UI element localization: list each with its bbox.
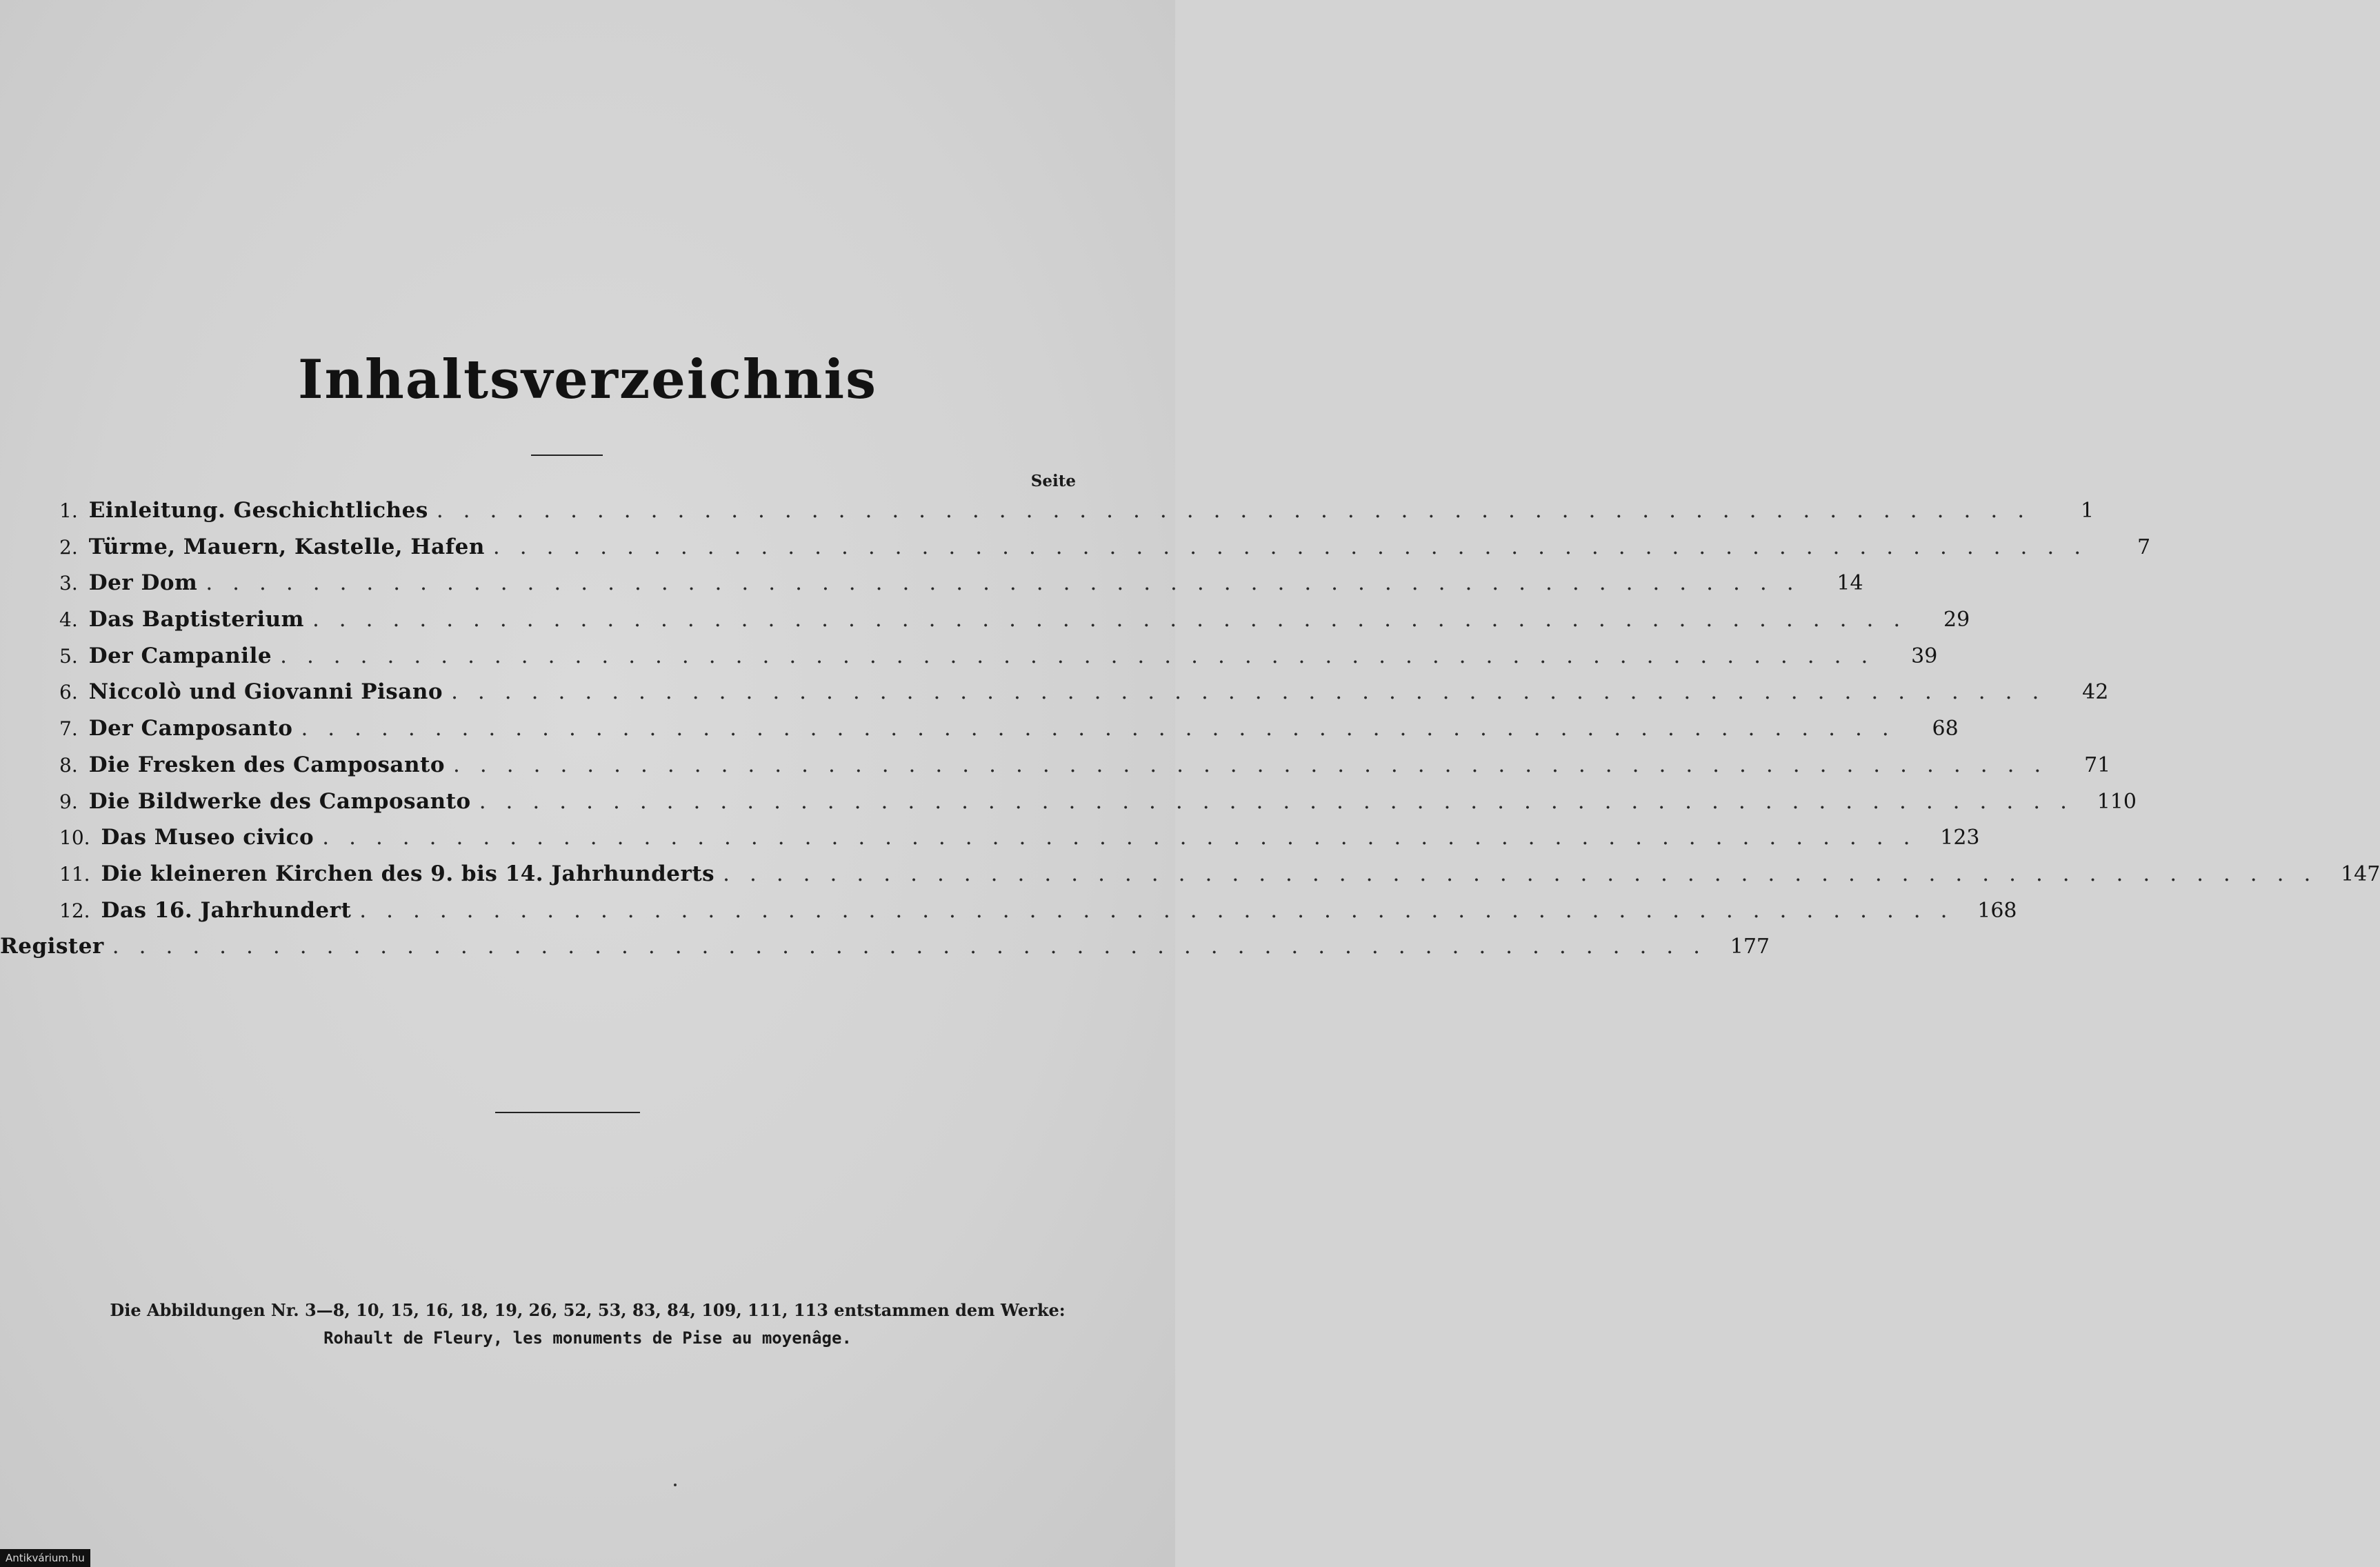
toc-leader-dots: ............................................................: [436, 498, 2045, 523]
toc-leader-dots: ............................................................: [322, 825, 1930, 850]
toc-entry: [59, 498, 2094, 535]
toc-entry-title: Das Museo civico: [101, 825, 314, 850]
paper-speck: [674, 1484, 677, 1486]
toc-entry-register: [0, 934, 1770, 970]
toc-leader-dots: ............................................................: [280, 643, 1888, 668]
toc-entry-number: 1.: [59, 499, 78, 522]
toc-entry-page: 123: [1940, 826, 1980, 850]
page-column-label: Seite: [1030, 472, 1076, 490]
toc-entry-page: 68: [1932, 717, 1959, 741]
watermark: Antikvárium.hu: [0, 1549, 90, 1567]
toc-leader-dots: ............................................................: [479, 788, 2087, 814]
toc-entry: [59, 607, 1970, 643]
toc-entry-title: Das 16. Jahrhundert: [101, 897, 352, 923]
toc-entry-title: Die Bildwerke des Camposanto: [88, 788, 471, 814]
toc-entry-number: 7.: [59, 717, 78, 741]
toc-entry-title: Der Dom: [88, 570, 198, 596]
toc-entry-page: 177: [1730, 935, 1770, 959]
page-title: Inhaltsverzeichnis: [297, 348, 878, 411]
toc-entry-number: 5.: [59, 644, 78, 668]
toc-entry-number: 9.: [59, 790, 78, 813]
toc-entry: [59, 679, 2109, 716]
toc-entry-page: 147: [2341, 861, 2380, 886]
toc-entry: [59, 897, 2017, 935]
toc-entry-title: Einleitung. Geschichtliches: [88, 498, 428, 523]
toc-entry-number: 2.: [59, 535, 78, 559]
toc-entry-number: 12.: [59, 899, 90, 922]
toc-entry-page: 39: [1911, 643, 1938, 668]
toc-entry-page: 29: [1943, 608, 1970, 632]
toc-leader-dots: ............................................................: [312, 607, 1921, 632]
toc-entry-number: 4.: [59, 608, 78, 632]
toc-entry-number: 6.: [59, 681, 78, 704]
toc-entry-page: 168: [1977, 898, 2017, 923]
toc-entry: [59, 788, 2137, 826]
toc-entry: [59, 861, 2380, 898]
table-of-contents: [0, 498, 2380, 970]
toc-entry-number: 8.: [59, 753, 78, 777]
toc-entry-title: Die kleineren Kirchen des 9. bis 14. Jahrhunderts: [101, 861, 715, 886]
illustration-credit-note: [0, 1297, 1175, 1352]
toc-entry-page: 71: [2084, 752, 2111, 777]
toc-entry-number: 11.: [59, 862, 90, 886]
toc-entry: [59, 643, 1938, 680]
toc-entry-page: 7: [2137, 535, 2151, 559]
toc-entry-title: Niccolò und Giovanni Pisano: [88, 679, 443, 705]
toc-entry-title: Die Fresken des Camposanto: [88, 752, 446, 777]
footnote-line: Die Abbildungen Nr. 3—8, 10, 15, 16, 18, 19, 26, 52, 53, 83, 84, 109, 111, 113 entstammen dem Werke:: [110, 1300, 1066, 1320]
toc-entry: [59, 716, 1959, 752]
toc-entry-page: 1: [2080, 499, 2094, 523]
title-divider: [531, 455, 603, 456]
toc-leader-dots: ............................................................: [112, 934, 1721, 959]
toc-leader-dots: ............................................................: [451, 679, 2059, 705]
toc-entry-title: Türme, Mauern, Kastelle, Hafen: [88, 534, 485, 559]
toc-entry-number: 10.: [59, 826, 90, 850]
toc-entry-page: 14: [1837, 571, 1863, 596]
toc-leader-dots: ............................................................: [723, 861, 2331, 886]
footnote-line: Rohault de Fleury, les monuments de Pise au moyenâge.: [323, 1328, 852, 1348]
toc-entry-title: Das Baptisterium: [88, 607, 304, 632]
toc-leader-dots: ............................................................: [492, 534, 2101, 559]
toc-entry: [59, 825, 1980, 861]
toc-entry: [59, 534, 2151, 571]
toc-leader-dots: ............................................................: [453, 752, 2061, 777]
toc-entry-title: Der Camposanto: [88, 716, 293, 741]
toc-entry-title: Register: [0, 934, 104, 959]
toc-entry-page: 42: [2082, 680, 2109, 705]
toc-entry-page: 110: [2097, 789, 2137, 814]
toc-leader-dots: ............................................................: [301, 716, 1909, 741]
toc-leader-dots: ............................................................: [206, 570, 1814, 596]
section-divider: [495, 1112, 640, 1113]
toc-leader-dots: ............................................................: [359, 897, 1968, 923]
toc-entry-title: Der Campanile: [88, 643, 272, 668]
toc-entry: [59, 752, 2111, 789]
toc-entry-number: 3.: [59, 572, 78, 595]
toc-entry: [59, 570, 1863, 607]
